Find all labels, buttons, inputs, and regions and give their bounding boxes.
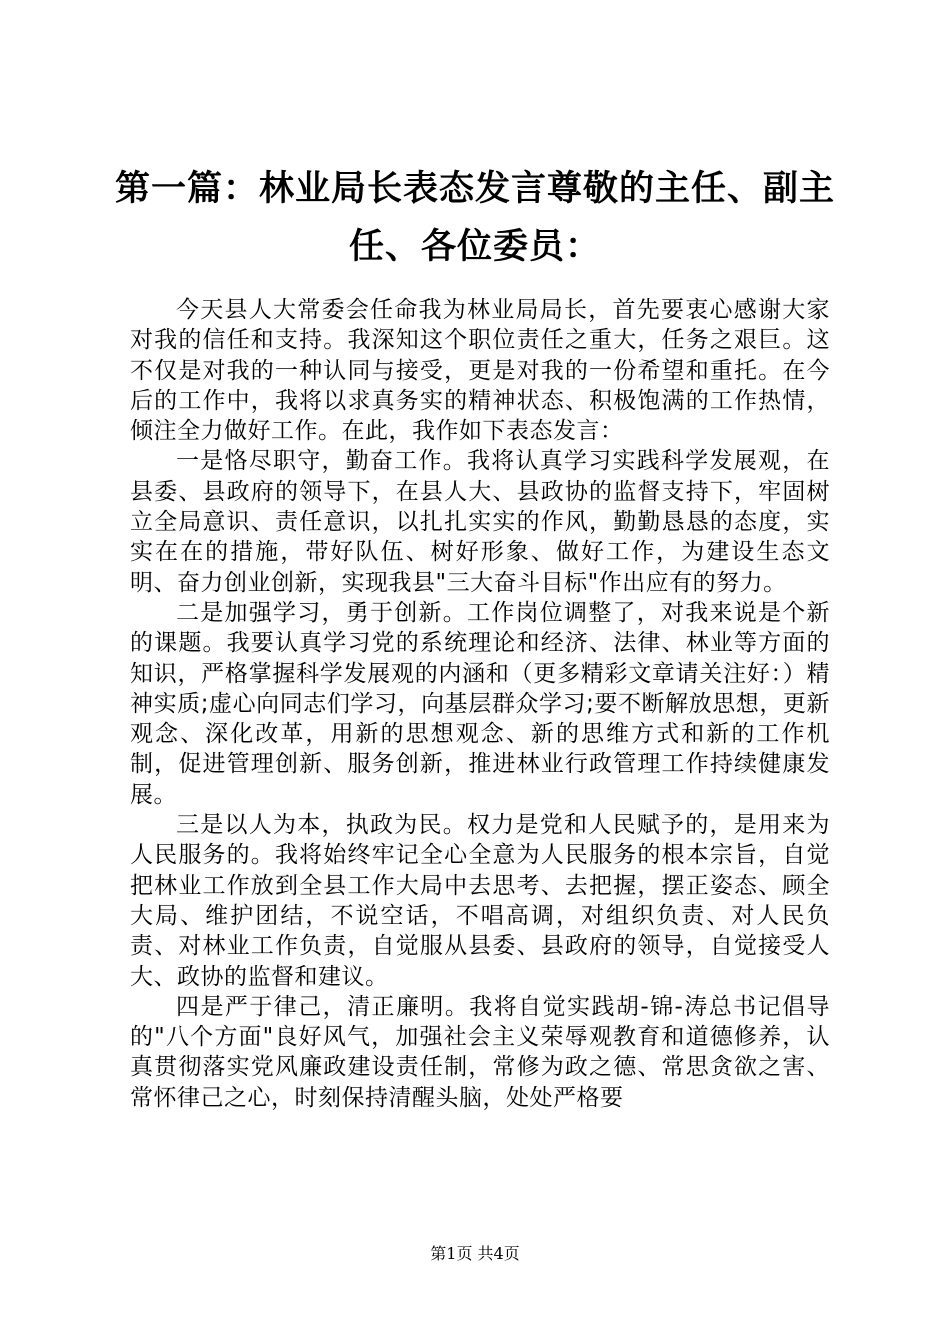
- paragraph-intro: 今天县人大常委会任命我为林业局局长，首先要衷心感谢大家对我的信任和支持。我深知这个职位责任之重大，任务之艰巨。这不仅是对我的一种认同与接受，更是对我的一份希望和重托。在今后的工作中，我将以求真务实的精神状态、积极饱满的工作热情，倾注全力做好工作。在此，我作如下表态发言：: [130, 297, 830, 445]
- paragraph-point-one: 一是恪尽职守，勤奋工作。我将认真学习实践科学发展观，在县委、县政府的领导下，在县人大、县政协的监督支持下，牢固树立全局意识、责任意识，以扎扎实实的作风，勤勤恳恳的态度，实实在在的措施，带好队伍、树好形象、做好工作，为建设生态文明、奋力创业创新，实现我县"三大奋斗目标"作出应有的努力。: [130, 448, 830, 596]
- document-body: [130, 295, 830, 1113]
- page-number-footer: 第1页 共4页: [430, 1244, 520, 1263]
- paragraph-point-three: 三是以人为本，执政为民。权力是党和人民赋予的，是用来为人民服务的。我将始终牢记全心全意为人民服务的根本宗旨，自觉把林业工作放到全县工作大局中去思考、去把握，摆正姿态、顾全大局、维护团结，不说空话，不唱高调，对组织负责、对人民负责、对林业工作负责，自觉服从县委、县政府的领导，自觉接受人大、政协的监督和建议。: [130, 812, 830, 990]
- document-title: 第一篇：林业局长表态发言尊敬的主任、副主任、各位委员：: [114, 168, 835, 267]
- paragraph-point-two: 二是加强学习，勇于创新。工作岗位调整了，对我来说是个新的课题。我要认真学习党的系统理论和经济、法律、林业等方面的知识，严格掌握科学发展观的内涵和（更多精彩文章请关注好：）精神实质;虚心向同志们学习，向基层群众学习;要不断解放思想，更新观念、深化改革，用新的思想观念、新的思维方式和新的工作机制，促进管理创新、服务创新，推进林业行政管理工作持续健康发展。: [130, 599, 830, 808]
- paragraph-point-four: 四是严于律己，清正廉明。我将自觉实践胡-锦-涛总书记倡导的"八个方面"良好风气，加强社会主义荣辱观教育和道德修养，认真贯彻落实党风廉政建设责任制，常修为政之德、常思贪欲之害、常怀律己之心，时刻保持清醒头脑，处处严格要: [130, 993, 830, 1111]
